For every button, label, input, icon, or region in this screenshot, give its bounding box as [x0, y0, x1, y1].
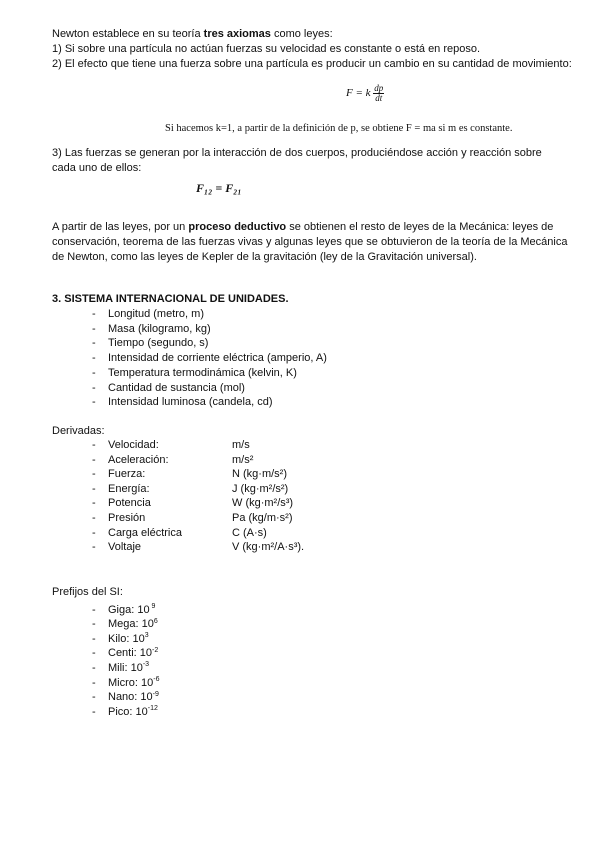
derived-unit-item: [92, 511, 145, 525]
derived-unit-value: C (A·s): [232, 526, 267, 539]
intro-bold: tres axiomas: [203, 28, 271, 40]
bullet-dash: -: [92, 632, 96, 645]
prefix-exponent: 3: [144, 632, 149, 640]
base-unit-label: Cantidad de sustancia (mol): [108, 381, 245, 394]
paragraph-line-3: de Newton, como las leyes de Kepler de la gravitación (ley de la Gravitación universal).: [52, 251, 477, 263]
derived-unit-item: [92, 438, 159, 452]
derived-unit-name: Energía:: [108, 482, 150, 495]
prefix-item: [92, 702, 158, 719]
bullet-dash: -: [92, 352, 96, 365]
paragraph-line-2: conservación, teorema de las fuerzas vivas y algunas leyes que se obtuvieron de la teoría de la Mecánica: [52, 236, 568, 248]
base-unit-item: [92, 395, 272, 409]
derived-unit-name: Voltaje: [108, 541, 142, 554]
prefix-exponent: -2: [152, 646, 159, 654]
law-3-line-2: cada uno de ellos:: [52, 162, 142, 174]
bullet-dash: -: [92, 512, 96, 524]
intro-line: [52, 27, 333, 41]
derived-unit-value: W (kg·m²/s³): [232, 497, 294, 510]
section-title: 3. SISTEMA INTERNACIONAL DE UNIDADES.: [52, 293, 289, 305]
equation-denominator: dt: [375, 93, 383, 103]
derived-unit-item: [92, 467, 145, 481]
bullet-dash: -: [92, 618, 96, 631]
base-unit-label: Intensidad luminosa (candela, cd): [108, 396, 273, 409]
derived-unit-value: m/s: [232, 439, 250, 451]
law-2: 2) El efecto que tiene una fuerza sobre una partícula es producir un cambio en su cantidad de movimiento:: [52, 58, 572, 70]
paragraph-line-1: [52, 220, 553, 234]
base-unit-item: [92, 336, 208, 350]
derived-unit-name: Velocidad:: [108, 439, 159, 451]
derived-unit-value: m/s²: [232, 453, 254, 466]
derived-unit-value: J (kg·m²/s²): [232, 482, 289, 495]
derived-unit-item: [92, 540, 141, 554]
prefix-label: Giga: 10: [108, 603, 150, 616]
prefix-exponent: 6: [153, 617, 158, 625]
bullet-dash: -: [92, 497, 96, 510]
bullet-dash: -: [92, 691, 96, 704]
bullet-dash: -: [92, 705, 96, 718]
derived-unit-name: Carga eléctrica: [108, 526, 182, 539]
prefix-label: Pico: 10: [108, 705, 148, 718]
law-1: 1) Si sobre una partícula no actúan fuerzas su velocidad es constante o está en reposo.: [52, 43, 481, 55]
equation-force: [346, 84, 384, 103]
derived-unit-item: [92, 453, 169, 467]
prefix-label: Mili: 10: [108, 662, 143, 675]
derived-unit-value: Pa (kg/m·s²): [232, 512, 293, 524]
prefix-exponent: -9: [152, 690, 159, 698]
base-unit-label: Temperatura termodinámica (kelvin, K): [108, 366, 297, 379]
prefix-label: Centi: 10: [108, 647, 153, 660]
prefix-exponent: -3: [142, 661, 150, 669]
bullet-dash: -: [92, 676, 96, 689]
bullet-dash: -: [92, 603, 96, 616]
prefix-exponent: -6: [153, 676, 160, 683]
derived-unit-name: Aceleración:: [108, 453, 169, 466]
prefix-exponent: 9: [149, 603, 156, 610]
bullet-dash: -: [92, 541, 96, 554]
base-unit-item: [92, 307, 204, 321]
note-line: Si hacemos k=1, a partir de la definición de p, se obtiene F = ma si m es constante.: [165, 123, 513, 134]
bullet-dash: -: [92, 322, 96, 335]
derived-unit-item: [92, 526, 182, 540]
prefix-label: Micro: 10: [108, 676, 154, 689]
derived-unit-name: Fuerza:: [108, 468, 146, 481]
bullet-dash: -: [92, 453, 96, 466]
derived-unit-value: N (kg·m/s²): [232, 468, 287, 481]
bullet-dash: -: [92, 337, 96, 350]
bullet-dash: -: [92, 482, 96, 495]
bullet-dash: -: [92, 381, 96, 394]
derived-unit-item: [92, 496, 151, 510]
base-unit-item: [92, 381, 245, 395]
prefix-exponent: -12: [147, 705, 158, 713]
base-unit-label: Masa (kilogramo, kg): [108, 322, 211, 335]
paragraph-tail: se obtienen el resto de leyes de la Mecánica: leyes de: [286, 221, 554, 233]
derived-unit-name: Presión: [108, 512, 146, 524]
bullet-dash: -: [92, 468, 96, 481]
prefix-label: Mega: 10: [108, 618, 154, 631]
derived-unit-item: [92, 482, 150, 496]
base-unit-label: Tiempo (segundo, s): [108, 337, 209, 350]
equation-fraction: [373, 84, 384, 103]
prefix-title: Prefijos del SI:: [52, 586, 123, 598]
equation-action-reaction: F₁₂ = F₂₁: [196, 181, 242, 195]
bullet-dash: -: [92, 647, 96, 660]
derived-unit-value: V (kg·m²/A·s³).: [232, 541, 305, 554]
paragraph-text: A partir de las leyes, por un: [52, 221, 189, 233]
intro-tail: como leyes:: [270, 28, 333, 40]
bullet-dash: -: [92, 308, 96, 320]
bullet-dash: -: [92, 439, 96, 451]
derived-unit-name: Potencia: [108, 497, 151, 510]
base-unit-label: Longitud (metro, m): [108, 308, 204, 320]
equation-numerator: dp: [374, 83, 384, 93]
bullet-dash: -: [92, 526, 96, 539]
bullet-dash: -: [92, 662, 96, 675]
law-3-line-1: 3) Las fuerzas se generan por la interacción de dos cuerpos, produciéndose acción y reacción sobre: [52, 147, 542, 159]
equation-force-lhs: F = k: [346, 87, 371, 100]
base-unit-label: Intensidad de corriente eléctrica (amperio, A): [108, 352, 327, 365]
intro-text: Newton establece en su teoría: [52, 28, 204, 40]
bullet-dash: -: [92, 396, 96, 409]
base-unit-item: [92, 351, 327, 365]
prefix-label: Kilo: 10: [108, 632, 145, 645]
bullet-dash: -: [92, 366, 96, 379]
derived-title: Derivadas:: [52, 425, 105, 437]
base-unit-item: [92, 366, 297, 380]
prefix-label: Nano: 10: [108, 691, 153, 704]
base-unit-item: [92, 322, 211, 336]
paragraph-bold: proceso deductivo: [188, 221, 287, 233]
